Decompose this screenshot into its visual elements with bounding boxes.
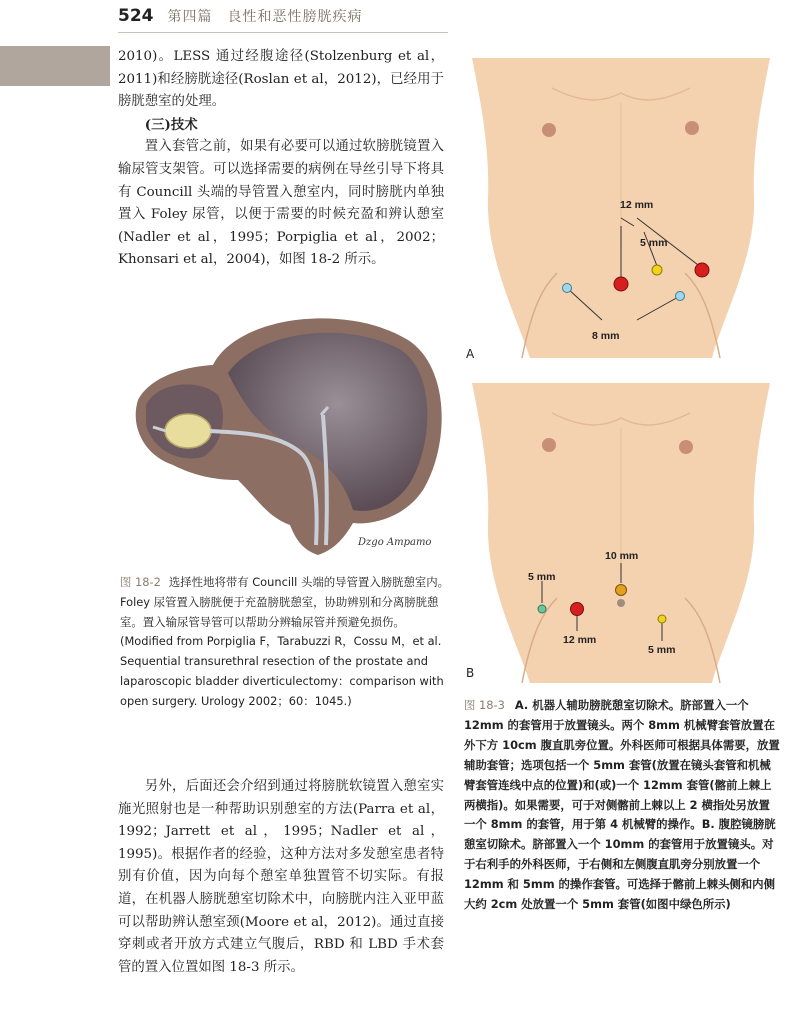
page-edge-tab [0,46,110,86]
councill-catheter-balloon [165,414,211,448]
illustrator-signature: Dzgo Ampamo [358,537,432,548]
caption-label-18-2: 图 18-2 [120,575,161,589]
paragraph-technique: 置入套管之前，如果有必要可以通过软膀胱镜置入输尿管支架管。可以选择需要的病例在导丝引导下将具有 Councill 头端的导管置入憩室内，同时膀胱内单独置入 Foley 尿管，以便于需要的时候充盈和辨认憩室(Nadler et al，1995；Porpiglia et al，2002；Khonsari et al，2004)，如图 18-2 所示。 [118,139,444,268]
figure-18-3-caption [464,696,780,915]
label-5mm-right: 5 mm [648,644,676,656]
port-12mm-camera [614,277,628,291]
figure-18-3-panel-b [462,383,780,683]
label-5mm: 5 mm [640,237,668,249]
port-12mm-assistant [695,263,709,277]
label-12mm: 12 mm [563,634,597,646]
caption-text-18-3: A. 机器人辅助膀胱憩室切除术。脐部置入一个 12mm 的套管用于放置镜头。两个 8mm 机械臂套管放置在外下方 10cm 腹直肌旁位置。外科医师可根据具体需要，放置辅助套管；选项包括一个 5mm 套管(放置在镜头套管和机械臂套管连线中点的位置)和(或)一个 12mm 套管(髂前上棘上两横指)。如果需要，可于对侧髂前上棘以上 2 横指处另放置一个 8mm 的套管，用于第 4 机械臂的操作。B. 腹腔镜膀胱憩室切除术。脐部置入一个 10mm 的套管用于放置镜头。对于右利手的外科医师，于右侧和左侧腹直肌旁分别放置一个 12mm 和 5mm 的操作套管。可选择于髂前上棘头侧和内侧大约 2cm 处放置一个 5mm 套管(如图中绿色所示) [464,698,780,912]
panel-letter-a: A [466,347,475,361]
nipple-left [542,123,556,137]
port-5mm-assistant [652,265,662,275]
caption-label-18-3: 图 18-3 [464,698,505,712]
label-12mm: 12 mm [620,199,654,211]
nipple-left [542,438,556,452]
left-text-top [118,46,444,272]
port-8mm-right [676,292,685,301]
figure-18-2-illustration [118,305,450,565]
running-header [118,6,363,32]
page-number: 524 [118,6,154,26]
caption-text-18-2: 选择性地将带有 Councill 头端的导管置入膀胱憩室内。Foley 尿管置入膀胱便于充盈膀胱憩室，协助辨别和分离膀胱憩室。置入输尿管导管可以帮助分辨输尿管并预避免损伤。(Modified from Porpiglia F，Tarabuzzi R，Cossu M，et al. Sequential transurethral resection of the prostate and laparoscopic bladder diverticulectomy：comparison with open surgery. Urology 2002；60：1045.) [120,575,450,708]
label-8mm: 8 mm [592,330,620,342]
figure-18-3-panel-a [462,58,780,358]
port-10mm-camera [616,585,627,596]
port-8mm-left [563,284,572,293]
port-5mm-optional [538,605,546,613]
left-text-bottom [118,776,444,979]
nipple-right [685,121,699,135]
chapter-title: 第四篇 良性和恶性膀胱疾病 [167,9,363,25]
port-12mm-working [571,603,584,616]
label-10mm: 10 mm [605,550,639,562]
figure-18-2-caption [120,573,450,712]
paragraph-continuation: 2010)。LESS 通过经腹途径(Stolzenburg et al，2011)和经膀胱途径(Roslan et al，2012)，已经用于膀胱憩室的处理。 [118,49,444,110]
umbilicus [617,599,625,607]
paragraph-transillumination: 另外，后面还会介绍到通过将膀胱软镜置入憩室实施光照射也是一种帮助识别憩室的方法(Parra et al，1992；Jarrett et al，1995；Nadler et al，1995)。根据作者的经验，这种方法对多发憩室患者特别有价值，因为向每个憩室单独置管不切实际。有报道，在机器人膀胱憩室切除术中，向膀胱内注入亚甲蓝可以帮助辨认憩室颈(Moore et al，2012)。通过直接穿刺或者开放方式建立气腹后，RBD 和 LBD 手术套管的置入位置如图 18-3 所示。 [118,779,444,975]
label-5mm-left: 5 mm [528,571,556,583]
section-heading-technique: (三)技术 [144,116,198,133]
port-5mm-working [658,615,666,623]
header-rule [118,32,448,33]
panel-letter-b: B [466,666,475,680]
nipple-right [679,440,693,454]
